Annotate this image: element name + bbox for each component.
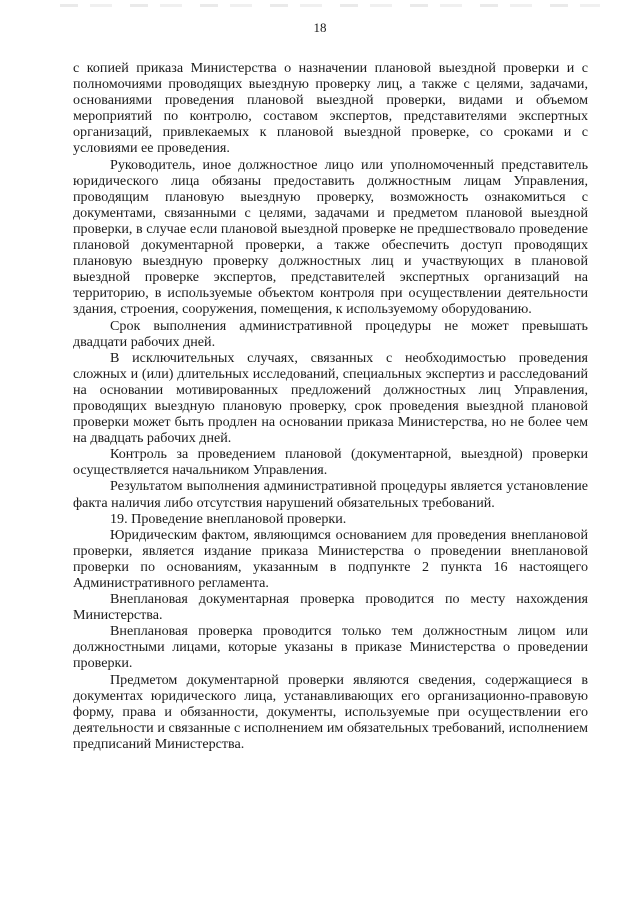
paragraph: Срок выполнения административной процедуры не может превышать двадцати рабочих дней.	[73, 317, 588, 350]
page-number: 18	[313, 20, 327, 35]
document-body	[73, 60, 588, 752]
paragraph: Внеплановая документарная проверка проводится по месту нахождения Министерства.	[73, 591, 588, 624]
section-heading-paragraph: 19. Проведение внеплановой проверки.	[110, 510, 347, 527]
paragraph: Результатом выполнения административной процедуры является установление факта наличия либо отсутствия нарушений обязательных требований.	[73, 478, 588, 511]
paragraph: с копией приказа Министерства о назначении плановой выездной проверки и с полномочиями проводящих выездную проверку лиц, а также с целями, задачами, основаниями проведения плановой выездной проверки, видами и объемом мероприятий по контролю, составом экспертов, представителями экспертных организаций, привлекаемых к плановой выездной проверке, со сроками и с условиями ее проведения.	[73, 60, 588, 157]
paragraph: Контроль за проведением плановой (документарной, выездной) проверки осуществляется начальником Управления.	[73, 446, 588, 479]
paragraph: Юридическим фактом, являющимся основанием для проведения внеплановой проверки, является издание приказа Министерства о проведении внеплановой проверки по основаниям, указанным в подпункте 2 пункта 16 настоящего Административного регламента.	[73, 526, 588, 591]
paragraph: Предметом документарной проверки являются сведения, содержащиеся в документах юридического лица, устанавливающих его организационно-правовую форму, права и обязанности, документы, используемые при осуществлении его деятельности и связанные с исполнением им обязательных требований, исполнением предписаний Министерства.	[73, 671, 588, 752]
paragraph: Руководитель, иное должностное лицо или уполномоченный представитель юридического лица обязаны предоставить должностным лицам Управления, проводящим плановую выездную проверку, возможность ознакомиться с документами, связанными с целями, задачами и предметом плановой выездной проверки, в случае если плановой выездной проверке не предшествовало проведение плановой документарной проверки, а также обеспечить доступ проводящих плановую выездную проверку должностных лиц и участвующих в плановой выездной проверке экспертов, представителей экспертных организаций на территорию, в используемые объектом контроля при осуществлении деятельности здания, строения, сооружения, помещения, к используемому оборудованию.	[73, 156, 588, 318]
paragraph: Внеплановая проверка проводится только тем должностным лицом или должностными лицами, которые указаны в приказе Министерства о проведении проверки.	[73, 623, 588, 672]
paragraph: В исключительных случаях, связанных с необходимостью проведения сложных и (или) длительных исследований, специальных экспертиз и расследований на основании мотивированных предложений должностных лиц Управления, проводящих выездную плановую проверку, срок проведения выездной плановой проверки может быть продлен на основании приказа Министерства, но не более чем на двадцать рабочих дней.	[73, 349, 588, 447]
scan-artifact-strip	[60, 4, 600, 7]
